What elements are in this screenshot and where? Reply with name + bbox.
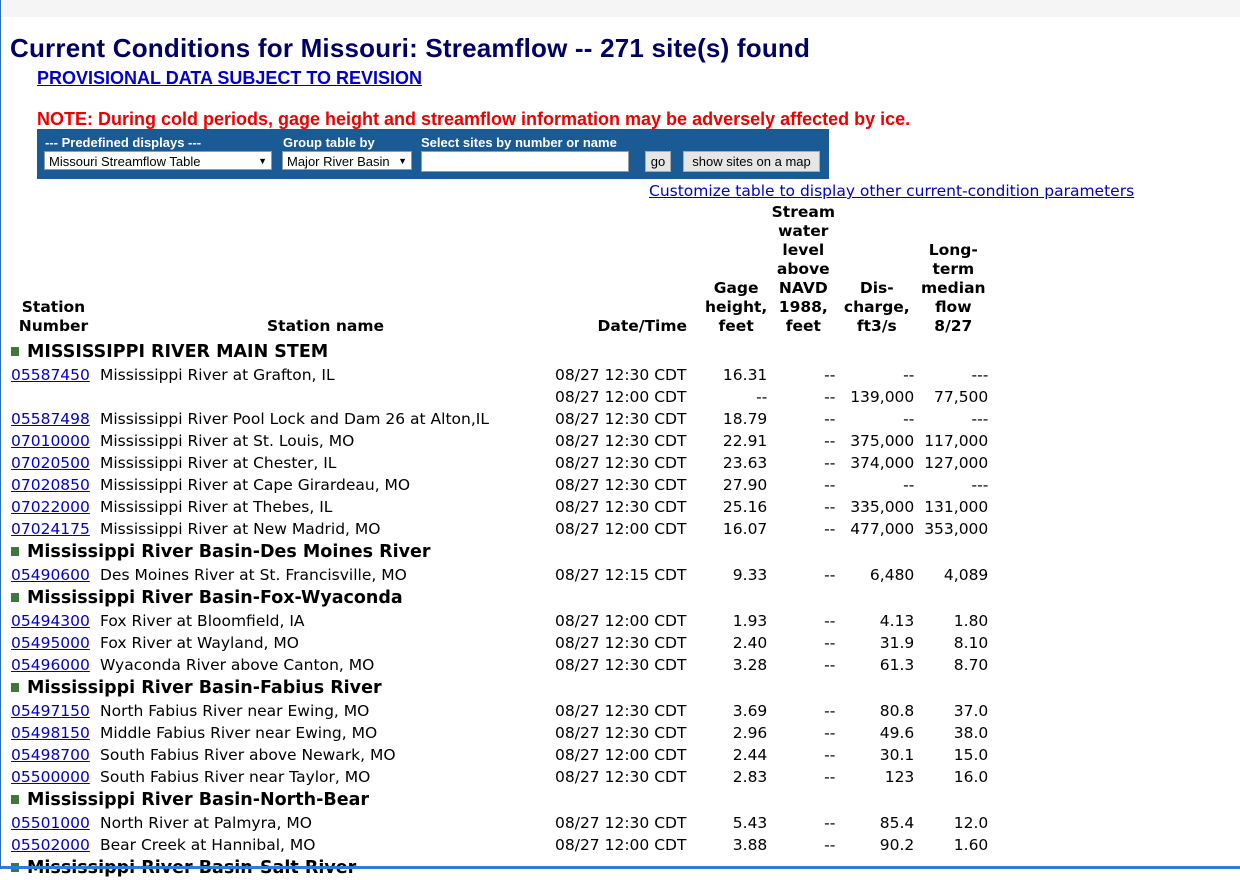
group-header — [9, 540, 990, 564]
table-body — [9, 340, 990, 880]
gage-height-cell: 3.69 — [732, 702, 768, 720]
group-table-label: Group table by — [283, 135, 375, 150]
median-flow-cell: --- — [971, 476, 989, 494]
gage-height-cell: 23.63 — [722, 454, 768, 472]
median-flow-cell: 4,089 — [943, 566, 989, 584]
green-square-icon — [11, 347, 19, 356]
gage-height-cell: 18.79 — [722, 410, 768, 428]
station-number-link[interactable]: 05498700 — [11, 746, 90, 764]
stream-level-cell: -- — [824, 520, 836, 538]
discharge-cell: -- — [903, 410, 915, 428]
col-header-line: feet — [785, 317, 821, 335]
station-number-cell — [9, 564, 98, 586]
table-row — [9, 812, 990, 834]
discharge-cell: 374,000 — [850, 454, 915, 472]
median-flow-cell: 8.70 — [953, 656, 989, 674]
station-name-cell: Bear Creek at Hannibal, MO — [100, 836, 316, 854]
gage-height-cell: 16.31 — [722, 366, 768, 384]
station-number-link[interactable]: 05495000 — [11, 634, 90, 652]
median-flow-cell: 1.60 — [953, 836, 989, 854]
station-name-cell: Mississippi River at Cape Girardeau, MO — [100, 476, 411, 494]
select-sites-label: Select sites by number or name — [421, 135, 617, 150]
datetime-cell: 08/27 12:30 CDT — [555, 432, 687, 450]
col-header-line: NAVD — [778, 279, 828, 297]
station-number-link[interactable]: 07020500 — [11, 454, 90, 472]
browser-top-bar — [1, 0, 1240, 17]
datetime-cell: 08/27 12:30 CDT — [555, 410, 687, 428]
datetime-cell: 08/27 12:30 CDT — [555, 634, 687, 652]
median-flow-cell: 15.0 — [953, 746, 989, 764]
station-name-cell: Wyaconda River above Canton, MO — [100, 656, 375, 674]
discharge-cell: 31.9 — [879, 634, 915, 652]
green-square-icon — [11, 683, 19, 692]
stream-level-cell: -- — [824, 724, 836, 742]
datetime-cell: 08/27 12:30 CDT — [555, 768, 687, 786]
customize-table-link[interactable]: Customize table to display other current-condition parameters — [649, 182, 1135, 200]
station-name-cell — [98, 386, 553, 408]
stream-level-cell: -- — [824, 612, 836, 630]
datetime-cell: 08/27 12:30 CDT — [555, 814, 687, 832]
datetime-cell: 08/27 12:30 CDT — [555, 724, 687, 742]
station-name-cell: Fox River at Bloomfield, IA — [100, 612, 305, 630]
table-row — [9, 518, 990, 540]
median-flow-cell: --- — [971, 410, 989, 428]
discharge-cell: 335,000 — [850, 498, 915, 516]
datetime-cell: 08/27 12:00 CDT — [555, 388, 687, 406]
station-name-cell: Mississippi River Pool Lock and Dam 26 at Alton,IL — [100, 410, 489, 428]
col-header-line: 1988, — [778, 298, 828, 316]
station-number-link[interactable]: 05587498 — [11, 410, 90, 428]
toolbar — [37, 129, 829, 179]
station-number-cell — [9, 834, 98, 856]
col-header-discharge — [837, 203, 916, 340]
predefined-displays-select[interactable] — [44, 151, 272, 170]
table-row — [9, 386, 990, 408]
table-row — [9, 564, 990, 586]
group-name: Mississippi River Basin-Fabius River — [27, 678, 382, 698]
select-sites-input[interactable] — [421, 151, 629, 172]
gage-height-cell: 25.16 — [722, 498, 768, 516]
station-number-cell — [9, 430, 98, 452]
datetime-cell: 08/27 12:00 CDT — [555, 612, 687, 630]
stream-level-cell: -- — [824, 388, 836, 406]
gage-height-cell: 16.07 — [722, 520, 768, 538]
stream-level-cell: -- — [824, 498, 836, 516]
datetime-cell: 08/27 12:30 CDT — [555, 656, 687, 674]
station-number-link[interactable]: 07022000 — [11, 498, 90, 516]
gage-height-cell: 2.83 — [732, 768, 768, 786]
median-flow-cell: 12.0 — [953, 814, 989, 832]
discharge-cell: 4.13 — [879, 612, 915, 630]
median-flow-cell: 127,000 — [924, 454, 989, 472]
gage-height-cell: 2.44 — [732, 746, 768, 764]
group-header-row — [9, 340, 990, 364]
station-number-cell — [9, 518, 98, 540]
station-number-cell — [9, 452, 98, 474]
station-number-cell — [9, 496, 98, 518]
col-header-median-flow — [916, 203, 990, 340]
station-name-cell: Mississippi River at St. Louis, MO — [100, 432, 355, 450]
datetime-cell: 08/27 12:15 CDT — [555, 566, 687, 584]
station-number-link[interactable]: 05497150 — [11, 702, 90, 720]
col-header-line: charge, — [843, 298, 910, 316]
table-row — [9, 632, 990, 654]
col-header-line: above — [776, 260, 830, 278]
group-table-value: Major River Basin — [287, 154, 390, 169]
station-name-cell: Fox River at Wayland, MO — [100, 634, 299, 652]
station-number-link[interactable]: 05501000 — [11, 814, 90, 832]
median-flow-cell: 37.0 — [953, 702, 989, 720]
col-header-line: feet — [718, 317, 754, 335]
median-flow-cell: 1.80 — [953, 612, 989, 630]
col-header-line: term — [932, 260, 975, 278]
datetime-cell: 08/27 12:30 CDT — [555, 454, 687, 472]
group-header — [9, 340, 990, 364]
station-number-link[interactable]: 07010000 — [11, 432, 90, 450]
station-number-cell — [9, 632, 98, 654]
datetime-cell: 08/27 12:00 CDT — [555, 836, 687, 854]
table-row — [9, 654, 990, 676]
station-name-cell: Des Moines River at St. Francisville, MO — [100, 566, 407, 584]
datetime-cell: 08/27 12:30 CDT — [555, 702, 687, 720]
col-header-station-name — [98, 203, 553, 340]
station-name-cell: South Fabius River near Taylor, MO — [100, 768, 371, 786]
discharge-cell: 90.2 — [879, 836, 915, 854]
datetime-cell: 08/27 12:00 CDT — [555, 520, 687, 538]
col-header-station-number — [9, 203, 98, 340]
station-name-cell: Mississippi River at New Madrid, MO — [100, 520, 381, 538]
table-row — [9, 430, 990, 452]
discharge-cell: 123 — [884, 768, 915, 786]
discharge-cell: 61.3 — [879, 656, 915, 674]
col-header-line: ft3/s — [856, 317, 897, 335]
stream-level-cell: -- — [824, 410, 836, 428]
median-flow-cell: 38.0 — [953, 724, 989, 742]
col-header-gage-height — [703, 203, 769, 340]
group-name: Mississippi River Basin-Des Moines River — [27, 542, 431, 562]
group-header-row — [9, 540, 990, 564]
median-flow-cell: 131,000 — [924, 498, 989, 516]
group-name: Mississippi River Basin-Fox-Wyaconda — [27, 588, 403, 608]
median-flow-cell: 353,000 — [924, 520, 989, 538]
gage-height-cell: 22.91 — [722, 432, 768, 450]
station-name-cell: Mississippi River at Chester, IL — [100, 454, 337, 472]
table-row — [9, 722, 990, 744]
station-number-cell — [9, 700, 98, 722]
col-header-station-name-text: Station name — [267, 317, 384, 335]
station-number-link[interactable]: 05498150 — [11, 724, 90, 742]
gage-height-cell: 2.96 — [732, 724, 768, 742]
group-header — [9, 788, 990, 812]
gage-height-cell: 1.93 — [732, 612, 768, 630]
station-number-cell — [9, 364, 98, 386]
predefined-displays-label: --- Predefined displays --- — [45, 135, 202, 150]
median-flow-cell: 77,500 — [934, 388, 989, 406]
gage-height-cell: -- — [756, 388, 768, 406]
discharge-cell: -- — [903, 476, 915, 494]
station-name-cell: Mississippi River at Grafton, IL — [100, 366, 335, 384]
station-number-link[interactable]: 05500000 — [11, 768, 90, 786]
group-header — [9, 586, 990, 610]
table-row — [9, 496, 990, 518]
col-header-line: level — [782, 241, 825, 259]
station-number-link[interactable]: 07024175 — [11, 520, 90, 538]
gage-height-cell: 9.33 — [732, 566, 768, 584]
col-header-line: Gage — [713, 279, 759, 297]
station-number-cell — [9, 610, 98, 632]
station-number-cell — [9, 744, 98, 766]
table-row — [9, 766, 990, 788]
stream-level-cell: -- — [824, 566, 836, 584]
gage-height-cell: 27.90 — [722, 476, 768, 494]
datetime-cell: 08/27 12:30 CDT — [555, 366, 687, 384]
col-header-line: Stream — [771, 203, 835, 221]
page-title: Current Conditions for Missouri: Streamflow -- 271 site(s) found — [10, 33, 811, 63]
stream-level-cell: -- — [824, 634, 836, 652]
gage-height-cell: 5.43 — [732, 814, 768, 832]
group-header-row — [9, 586, 990, 610]
discharge-cell: -- — [903, 366, 915, 384]
stream-level-cell: -- — [824, 814, 836, 832]
col-header-line: 8/27 — [934, 317, 973, 335]
median-flow-cell: 8.10 — [953, 634, 989, 652]
table-row — [9, 700, 990, 722]
table-row — [9, 834, 990, 856]
group-header-row — [9, 788, 990, 812]
discharge-cell: 477,000 — [850, 520, 915, 538]
station-name-cell: North Fabius River near Ewing, MO — [100, 702, 370, 720]
col-header-line: flow — [935, 298, 972, 316]
stream-level-cell: -- — [824, 454, 836, 472]
station-name-cell: North River at Palmyra, MO — [100, 814, 312, 832]
discharge-cell: 80.8 — [879, 702, 915, 720]
go-button[interactable]: go — [645, 151, 671, 172]
dropdown-arrow-icon: ▼ — [258, 156, 267, 166]
discharge-cell: 6,480 — [869, 566, 915, 584]
group-header-row — [9, 676, 990, 700]
table-row — [9, 474, 990, 496]
stream-level-cell: -- — [824, 836, 836, 854]
col-header-line: Station — [21, 298, 86, 316]
green-square-icon — [11, 547, 19, 556]
dropdown-arrow-icon: ▼ — [398, 156, 407, 166]
group-name: Mississippi River Basin-North-Bear — [27, 790, 370, 810]
median-flow-cell: 117,000 — [924, 432, 989, 450]
station-number-cell — [9, 812, 98, 834]
station-number-link[interactable]: 05494300 — [11, 612, 90, 630]
group-table-select[interactable] — [282, 151, 412, 170]
col-header-datetime — [553, 203, 703, 340]
discharge-cell: 139,000 — [850, 388, 915, 406]
stream-level-cell: -- — [824, 366, 836, 384]
stream-level-cell: -- — [824, 746, 836, 764]
datetime-cell: 08/27 12:00 CDT — [555, 746, 687, 764]
station-number-cell — [9, 386, 98, 408]
group-name: MISSISSIPPI RIVER MAIN STEM — [27, 342, 329, 362]
col-header-line: Long- — [928, 241, 978, 259]
table-row — [9, 610, 990, 632]
stream-level-cell: -- — [824, 656, 836, 674]
stream-level-cell: -- — [824, 768, 836, 786]
gage-height-cell: 3.88 — [732, 836, 768, 854]
station-number-cell — [9, 722, 98, 744]
table-row — [9, 452, 990, 474]
predefined-displays-value: Missouri Streamflow Table — [49, 154, 201, 169]
col-header-datetime-text: Date/Time — [597, 317, 687, 335]
station-number-link[interactable]: 07020850 — [11, 476, 90, 494]
station-number-cell — [9, 654, 98, 676]
median-flow-cell: 16.0 — [953, 768, 989, 786]
col-header-line: water — [778, 222, 829, 240]
station-number-cell — [9, 474, 98, 496]
stream-level-cell: -- — [824, 702, 836, 720]
station-number-cell — [9, 408, 98, 430]
datetime-cell: 08/27 12:30 CDT — [555, 476, 687, 494]
discharge-cell: 49.6 — [879, 724, 915, 742]
provisional-data-link[interactable]: PROVISIONAL DATA SUBJECT TO REVISION — [37, 68, 423, 88]
datetime-cell: 08/27 12:30 CDT — [555, 498, 687, 516]
table-row — [9, 744, 990, 766]
gage-height-cell: 3.28 — [732, 656, 768, 674]
gage-height-cell: 2.40 — [732, 634, 768, 652]
station-name-cell: Middle Fabius River near Ewing, MO — [100, 724, 378, 742]
streamflow-table — [9, 203, 990, 880]
col-header-line: Dis- — [859, 279, 894, 297]
table-row — [9, 408, 990, 430]
col-header-stream-level — [769, 203, 837, 340]
green-square-icon — [11, 593, 19, 602]
discharge-cell: 30.1 — [879, 746, 915, 764]
table-header-row — [9, 203, 990, 340]
col-header-line: Number — [18, 317, 89, 335]
station-name-cell: South Fabius River above Newark, MO — [100, 746, 396, 764]
group-header — [9, 676, 990, 700]
stream-level-cell: -- — [824, 476, 836, 494]
discharge-cell: 85.4 — [879, 814, 915, 832]
table-row — [9, 364, 990, 386]
station-number-link[interactable]: 05587450 — [11, 366, 90, 384]
station-number-cell — [9, 766, 98, 788]
show-sites-map-button[interactable]: show sites on a map — [683, 151, 820, 172]
ice-note: NOTE: During cold periods, gage height and streamflow information may be adversely affected by ice. — [37, 109, 911, 129]
station-name-cell: Mississippi River at Thebes, IL — [100, 498, 333, 516]
col-header-line: median — [921, 279, 986, 297]
col-header-line: height, — [705, 298, 768, 316]
green-square-icon — [11, 795, 19, 804]
median-flow-cell: --- — [971, 366, 989, 384]
station-number-link[interactable]: 05490600 — [11, 566, 90, 584]
station-number-link[interactable]: 05496000 — [11, 656, 90, 674]
discharge-cell: 375,000 — [850, 432, 915, 450]
stream-level-cell: -- — [824, 432, 836, 450]
station-number-link[interactable]: 05502000 — [11, 836, 90, 854]
